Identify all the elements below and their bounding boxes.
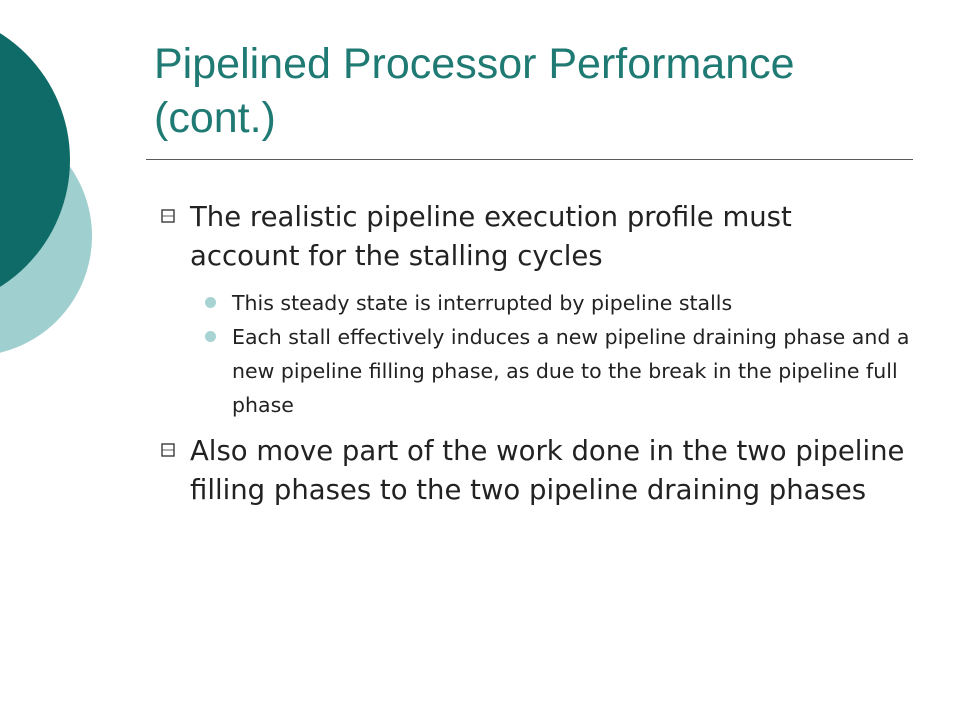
sub-bullet-1: [150, 286, 910, 320]
hollow-square-bullet-icon: [156, 203, 180, 231]
slide-title: Pipelined Processor Performance (cont.): [154, 40, 795, 142]
hollow-square-bullet-icon: [156, 437, 180, 465]
sub-bullet-1-text: This steady state is interrupted by pipeline stalls: [232, 291, 733, 315]
bullet-1-text: The realistic pipeline execution profile must account for the stalling cycles: [190, 201, 792, 272]
bullet-1-sublist: [150, 286, 910, 422]
round-bullet-icon: [205, 331, 216, 342]
bullet-2: [150, 432, 910, 510]
round-bullet-icon: [205, 297, 216, 308]
bullet-2-text: Also move part of the work done in the two pipeline filling phases to the two pipeline draining phases: [190, 435, 905, 506]
title-divider: [146, 159, 913, 160]
sub-bullet-2-text: Each stall effectively induces a new pipeline draining phase and a new pipeline filling phase, as due to the break in the pipeline full phase: [232, 325, 910, 417]
decorative-circles: [0, 0, 120, 420]
bullet-1: [150, 198, 910, 276]
slide-content: [150, 198, 910, 520]
sub-bullet-2: [150, 320, 910, 422]
